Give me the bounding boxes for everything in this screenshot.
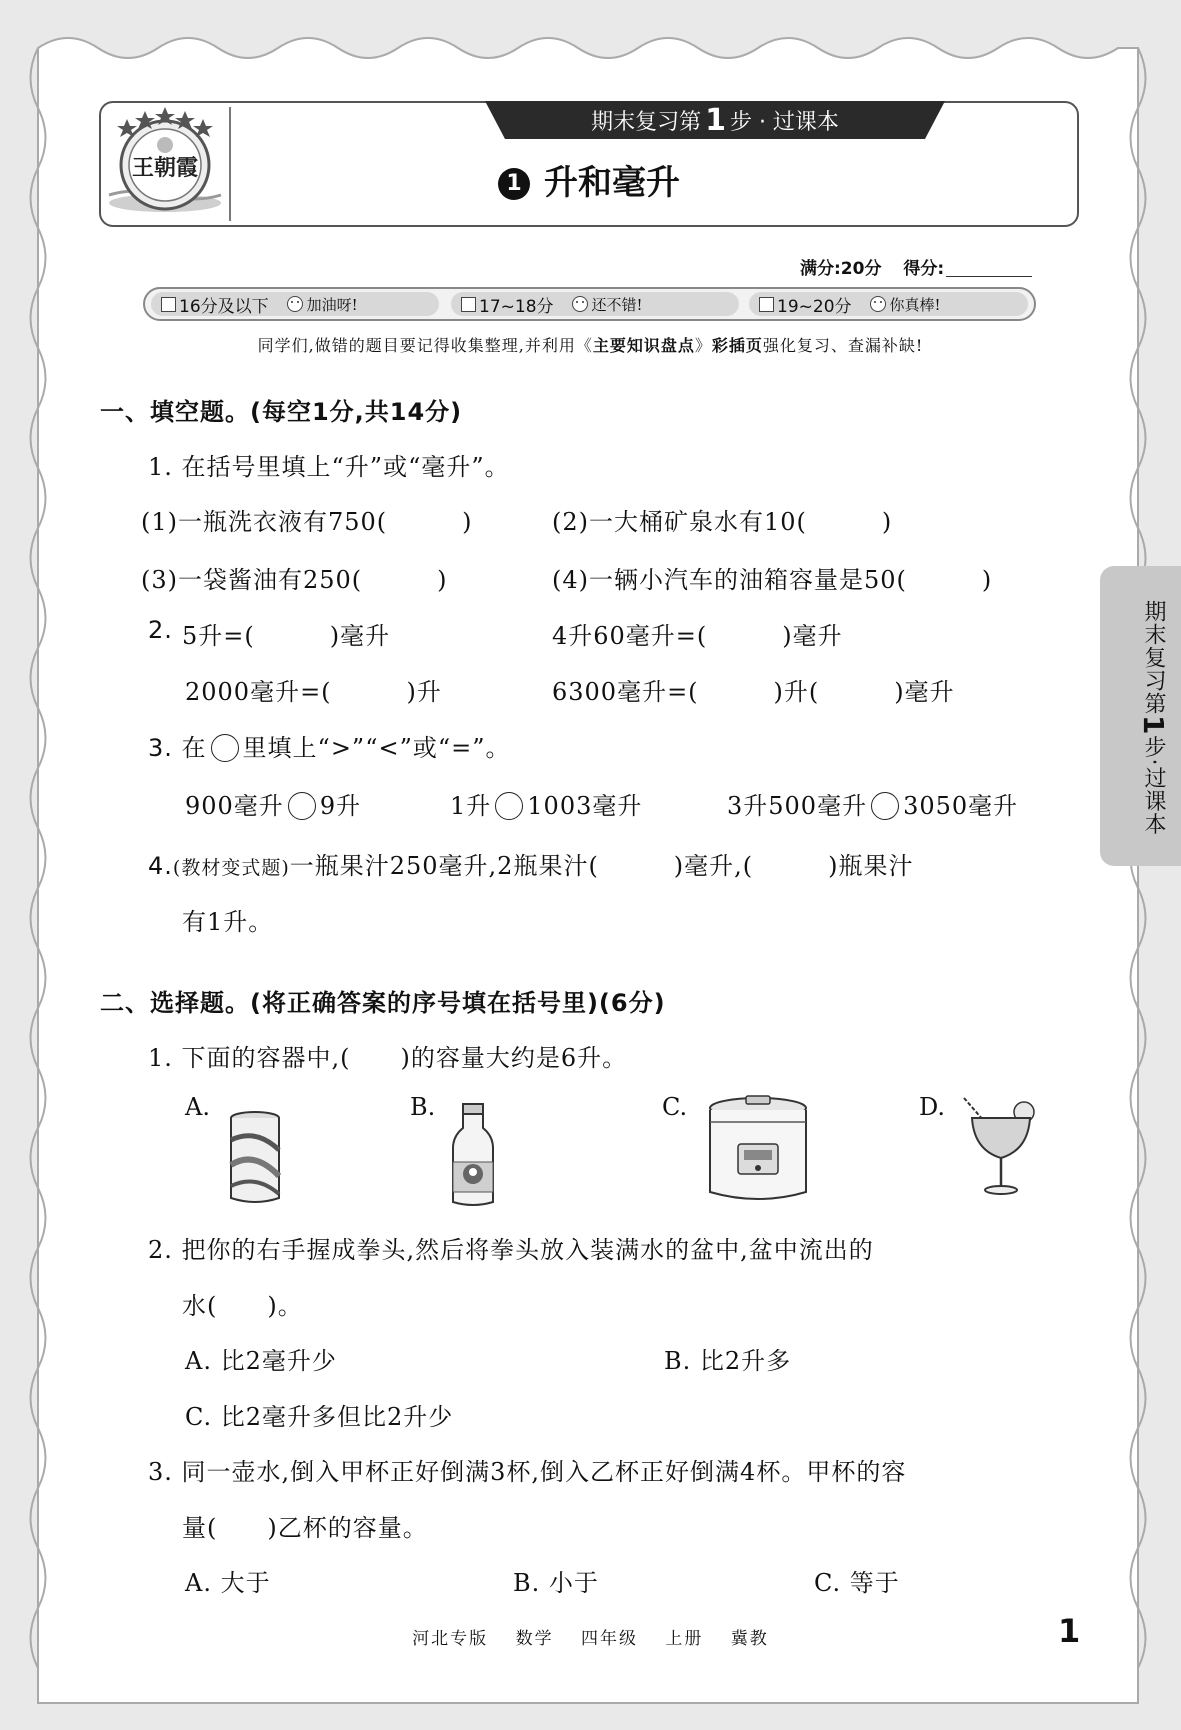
compare-circle[interactable] bbox=[871, 792, 899, 820]
reminder-before: 同学们,做错的题目要记得收集整理,并利用《 bbox=[257, 336, 593, 355]
s1-q3-number: 3. bbox=[148, 734, 173, 762]
s1-q2-number: 2. bbox=[148, 616, 173, 644]
compare-circle[interactable] bbox=[288, 792, 316, 820]
step-number: 1 bbox=[705, 102, 726, 138]
step-suffix: 步 · 过课本 bbox=[729, 109, 839, 135]
compare-right: 1003毫升 bbox=[527, 792, 643, 820]
footer-subject: 数学 bbox=[515, 1629, 554, 1649]
s2-q3-line2[interactable]: 量( )乙杯的容量。 bbox=[182, 1514, 428, 1542]
s1-q2-item2[interactable]: 4升60毫升=( )毫升 bbox=[552, 622, 843, 650]
cocktail-glass-icon bbox=[960, 1094, 1040, 1200]
section2-title: 二、选择题。(将正确答案的序号填在括号里)(6分) bbox=[100, 989, 666, 1017]
reminder-bold: 主要知识盘点 bbox=[592, 336, 695, 355]
rating-range-1: 16分及以下 bbox=[179, 296, 269, 317]
side-tab-number: 1 bbox=[1137, 715, 1170, 736]
s1-q4-tag: (教材变式题) bbox=[172, 857, 290, 879]
s1-q1-item4[interactable]: (4)一辆小汽车的油箱容量是50( ) bbox=[552, 566, 993, 594]
s2-q2-line1: 2. 把你的右手握成拳头,然后将拳头放入装满水的盆中,盆中流出的 bbox=[148, 1236, 874, 1264]
s1-q4-number: 4. bbox=[148, 852, 173, 880]
rating-praise-1: 加油呀! bbox=[306, 295, 358, 314]
lesson-title-text: 升和毫升 bbox=[544, 163, 680, 203]
s1-q3-item1 bbox=[185, 786, 361, 821]
s2-q1-stem[interactable]: 1. 下面的容器中,( )的容量大约是6升。 bbox=[148, 1044, 628, 1072]
section1-title: 一、填空题。(每空1分,共14分) bbox=[100, 398, 463, 426]
rating-praise-3: 你真棒! bbox=[889, 295, 941, 314]
rice-cooker-icon bbox=[702, 1094, 814, 1206]
step-prefix: 期末复习第 bbox=[591, 109, 702, 135]
smiley-icon bbox=[287, 296, 303, 312]
side-tab bbox=[1100, 566, 1181, 866]
s2-q1-option-d[interactable]: D. bbox=[919, 1093, 946, 1121]
s2-q2-option-a[interactable]: A. 比2毫升少 bbox=[185, 1347, 337, 1375]
s1-q4-text: 一瓶果汁250毫升,2瓶果汁( )毫升,( )瓶果汁 bbox=[289, 852, 914, 880]
s2-q2-option-b[interactable]: B. 比2升多 bbox=[664, 1347, 792, 1375]
smiley-icon bbox=[572, 296, 588, 312]
full-score: 满分:20分 bbox=[800, 259, 882, 279]
s2-q2-option-c[interactable]: C. 比2毫升多但比2升少 bbox=[185, 1403, 454, 1431]
s2-q3-option-c[interactable]: C. 等于 bbox=[814, 1569, 900, 1597]
s1-q3-item2 bbox=[450, 786, 642, 821]
lesson-title bbox=[101, 155, 1077, 204]
reminder-bold2: 彩插页 bbox=[711, 336, 763, 355]
side-tab-after: 步·过课本 bbox=[1141, 735, 1166, 836]
s1-q4-line2: 有1升。 bbox=[182, 908, 274, 936]
side-tab-before: 期末复习第 bbox=[1141, 600, 1166, 716]
compare-right: 3050毫升 bbox=[903, 792, 1019, 820]
s2-q3-line1: 3. 同一壶水,倒入甲杯正好倒满3杯,倒入乙杯正好倒满4杯。甲杯的容 bbox=[148, 1458, 907, 1486]
footer-region: 河北专版 bbox=[412, 1629, 489, 1649]
rating-seg-1 bbox=[151, 292, 439, 316]
step-tab bbox=[485, 101, 945, 143]
s2-q1-option-a[interactable]: A. bbox=[185, 1093, 210, 1121]
smiley-icon bbox=[870, 296, 886, 312]
reminder-text bbox=[0, 333, 1181, 356]
reminder-mid: 》 bbox=[694, 336, 712, 355]
rating-checkbox-1[interactable] bbox=[161, 297, 176, 312]
s1-q1-item3[interactable]: (3)一袋酱油有250( ) bbox=[141, 566, 448, 594]
s1-q2-item1[interactable]: 5升=( )毫升 bbox=[182, 622, 391, 650]
compare-left: 1升 bbox=[450, 792, 492, 820]
footer bbox=[0, 1624, 1181, 1649]
s1-q4-line1[interactable] bbox=[148, 846, 914, 881]
footer-edition: 冀教 bbox=[730, 1629, 769, 1649]
footer-grade: 四年级 bbox=[581, 1629, 638, 1649]
s1-q3-stem-a: 在 bbox=[181, 734, 207, 762]
rating-seg-3 bbox=[749, 292, 1028, 316]
compare-left: 3升500毫升 bbox=[727, 792, 868, 820]
footer-volume: 上册 bbox=[665, 1629, 704, 1649]
rating-seg-2 bbox=[451, 292, 739, 316]
s1-q1-stem: 1. 在括号里填上“升”或“毫升”。 bbox=[148, 453, 510, 481]
compare-circle[interactable] bbox=[495, 792, 523, 820]
svg-text:王朝霞: 王朝霞 bbox=[131, 155, 199, 181]
rating-range-2: 17~18分 bbox=[479, 296, 554, 317]
compare-right: 9升 bbox=[319, 792, 362, 820]
rating-praise-2: 还不错! bbox=[591, 295, 643, 314]
s1-q2-num bbox=[148, 616, 173, 644]
header-box bbox=[99, 101, 1079, 227]
milk-bottle-icon bbox=[449, 1102, 497, 1210]
s2-q3-option-b[interactable]: B. 小于 bbox=[513, 1569, 599, 1597]
page-number: 1 bbox=[1058, 1612, 1081, 1650]
circle-blank-icon bbox=[211, 734, 239, 762]
s2-q1-option-b[interactable]: B. bbox=[410, 1093, 436, 1121]
rating-checkbox-2[interactable] bbox=[461, 297, 476, 312]
lesson-number-badge: 1 bbox=[498, 168, 530, 200]
s1-q3-stem bbox=[148, 728, 511, 763]
s1-q3-item3 bbox=[727, 786, 1018, 821]
soda-can-icon bbox=[226, 1110, 284, 1206]
reminder-after: 强化复习、查漏补缺! bbox=[762, 336, 924, 355]
s1-q1-item2[interactable]: (2)一大桶矿泉水有10( ) bbox=[552, 508, 893, 536]
score-blank[interactable] bbox=[946, 276, 1032, 277]
compare-left: 900毫升 bbox=[185, 792, 284, 820]
rating-bar bbox=[143, 287, 1036, 321]
s1-q2-item3[interactable]: 2000毫升=( )升 bbox=[185, 678, 442, 706]
s2-q3-option-a[interactable]: A. 大于 bbox=[185, 1569, 271, 1597]
s1-q2-item4[interactable]: 6300毫升=( )升( )毫升 bbox=[552, 678, 955, 706]
s2-q2-line2[interactable]: 水( )。 bbox=[182, 1292, 303, 1320]
got-score-label: 得分: bbox=[903, 259, 945, 279]
s1-q3-stem-b: 里填上“>”“<”或“=”。 bbox=[242, 734, 511, 762]
s1-q1-item1[interactable]: (1)一瓶洗衣液有750( ) bbox=[141, 508, 473, 536]
rating-checkbox-3[interactable] bbox=[759, 297, 774, 312]
rating-range-3: 19~20分 bbox=[777, 296, 852, 317]
s2-q1-option-c[interactable]: C. bbox=[662, 1093, 688, 1121]
score-line bbox=[800, 254, 1032, 279]
